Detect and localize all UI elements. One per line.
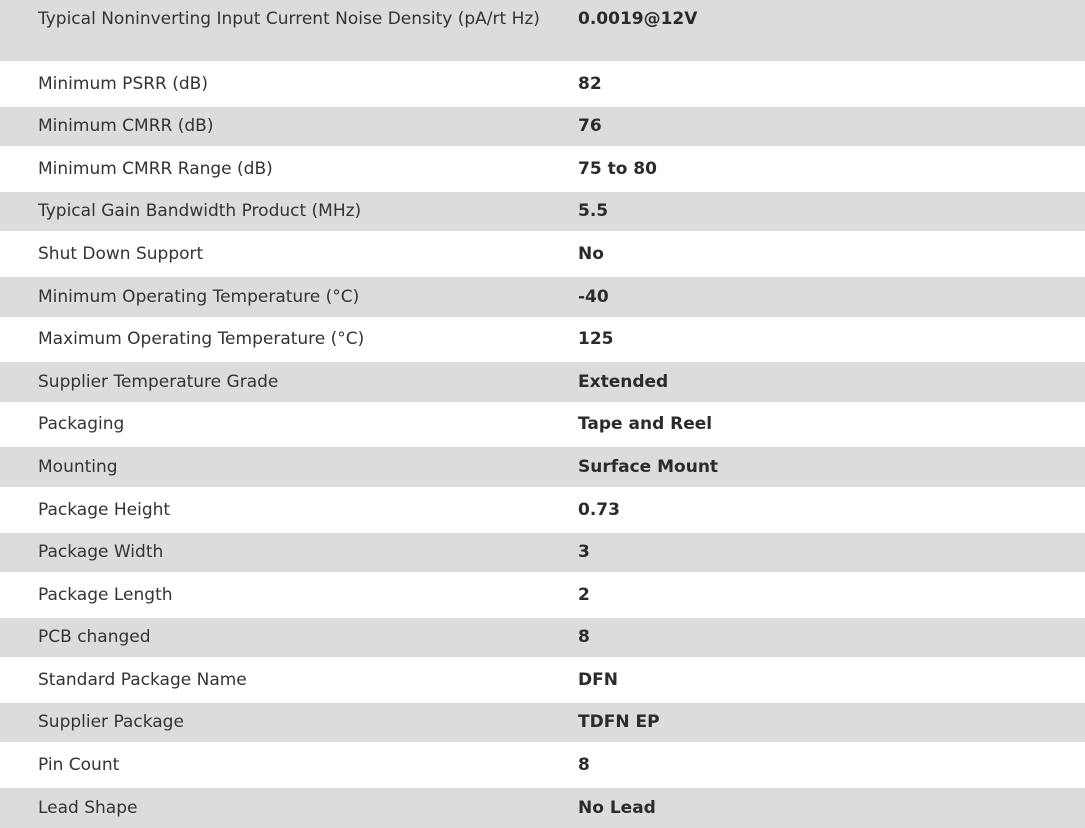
spec-label: Mounting xyxy=(38,456,118,477)
spec-value: 75 to 80 xyxy=(578,158,657,179)
spec-label: Pin Count xyxy=(38,754,120,775)
spec-label: PCB changed xyxy=(38,627,151,647)
spec-value: 76 xyxy=(578,116,602,136)
spec-label: Minimum CMRR (dB) xyxy=(38,116,214,136)
spec-value: 3 xyxy=(578,542,590,562)
spec-label: Typical Noninverting Input Current Noise Density (pA/rt Hz) xyxy=(38,9,540,29)
spec-label: Packaging xyxy=(38,414,125,434)
spec-value: Extended xyxy=(578,371,669,392)
spec-row-lead-shape xyxy=(0,788,1085,828)
spec-label: Maximum Operating Temperature (°C) xyxy=(38,329,365,349)
spec-value: 8 xyxy=(578,627,590,647)
spec-value: -40 xyxy=(578,286,609,307)
spec-value: 0.73 xyxy=(578,499,620,520)
spec-value: No Lead xyxy=(578,797,656,818)
spec-row-supplier-package xyxy=(0,703,1085,742)
spec-value: TDFN EP xyxy=(578,712,660,732)
spec-row-max-operating-temp xyxy=(0,317,1085,362)
spec-row-packaging xyxy=(0,402,1085,447)
spec-value: Tape and Reel xyxy=(578,414,713,434)
spec-label: Package Height xyxy=(38,499,171,520)
spec-value: No xyxy=(578,243,604,264)
spec-value: DFN xyxy=(578,669,618,690)
spec-row-shut-down-support xyxy=(0,231,1085,277)
spec-row-min-cmrr-range xyxy=(0,146,1085,192)
spec-label: Package Length xyxy=(38,584,173,605)
spec-label: Typical Gain Bandwidth Product (MHz) xyxy=(38,201,362,221)
spec-label: Minimum PSRR (dB) xyxy=(38,73,208,94)
spec-value: 8 xyxy=(578,754,590,775)
spec-row-min-operating-temp xyxy=(0,277,1085,317)
spec-label: Supplier Temperature Grade xyxy=(38,371,279,392)
spec-row-min-cmrr xyxy=(0,107,1085,146)
spec-value: 0.0019@12V xyxy=(578,9,698,29)
spec-row-gain-bandwidth xyxy=(0,192,1085,231)
spec-value: 125 xyxy=(578,329,614,349)
spec-row-min-psrr xyxy=(0,61,1085,107)
spec-row-mounting xyxy=(0,447,1085,487)
spec-label: Package Width xyxy=(38,542,164,562)
spec-value: 2 xyxy=(578,584,590,605)
spec-value: 82 xyxy=(578,73,602,94)
spec-row-package-height xyxy=(0,487,1085,533)
spec-label: Shut Down Support xyxy=(38,243,204,264)
spec-label: Minimum Operating Temperature (°C) xyxy=(38,286,360,307)
spec-row-pin-count xyxy=(0,742,1085,788)
spec-label: Supplier Package xyxy=(38,712,184,732)
spec-label: Minimum CMRR Range (dB) xyxy=(38,158,273,179)
spec-row-standard-package-name xyxy=(0,657,1085,703)
spec-row-package-length xyxy=(0,572,1085,618)
spec-label: Lead Shape xyxy=(38,797,138,818)
spec-value: 5.5 xyxy=(578,201,609,221)
spec-row-package-width xyxy=(0,533,1085,572)
spec-row-noise-density xyxy=(0,0,1085,61)
spec-label: Standard Package Name xyxy=(38,669,247,690)
spec-row-temperature-grade xyxy=(0,362,1085,402)
spec-row-pcb-changed xyxy=(0,618,1085,657)
spec-value: Surface Mount xyxy=(578,456,719,477)
